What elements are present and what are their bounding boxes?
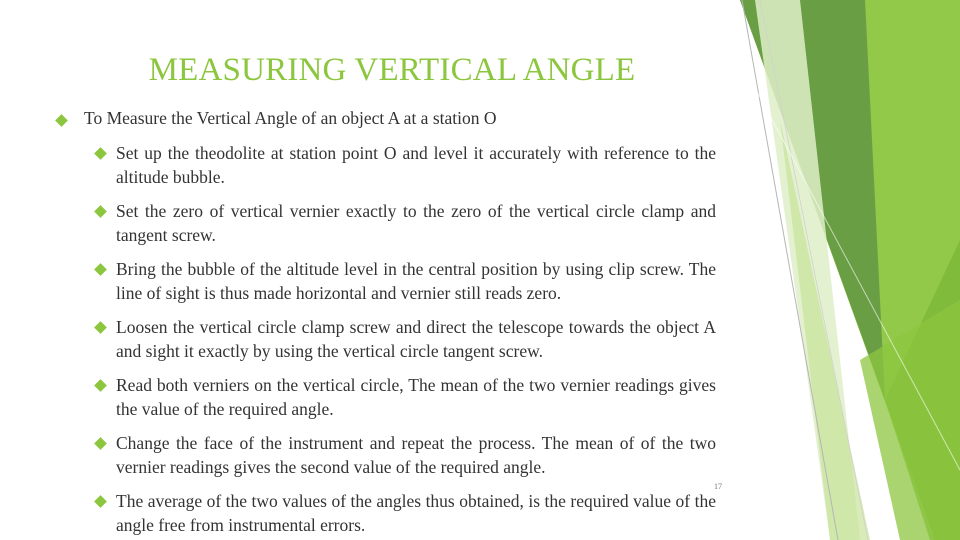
page-number: 17 (714, 482, 722, 491)
step-item: The average of the two values of the angles thus obtained, is the required value of the angle free from instrumental errors. (116, 491, 716, 535)
intro-text: To Measure the Vertical Angle of an object A at a station O (84, 108, 497, 128)
step-item: Read both verniers on the vertical circle, The mean of the two vernier readings gives the value of the required angle. (116, 375, 716, 419)
step-item: Set up the theodolite at station point O and level it accurately with reference to the altitude bubble. (116, 143, 716, 187)
step-item: Loosen the vertical circle clamp screw and direct the telescope towards the object A and sight it exactly by using the vertical circle tangent screw. (116, 317, 716, 361)
slide-title: MEASURING VERTICAL ANGLE (148, 52, 636, 88)
step-item: Change the face of the instrument and repeat the process. The mean of of the two vernier readings gives the second value of the required angle. (116, 433, 716, 477)
step-item: Bring the bubble of the altitude level in the central position by using clip screw. The line of sight is thus made horizontal and vernier still reads zero. (116, 259, 716, 303)
step-item: Set the zero of vertical vernier exactly to the zero of the vertical circle clamp and tangent screw. (116, 201, 716, 245)
